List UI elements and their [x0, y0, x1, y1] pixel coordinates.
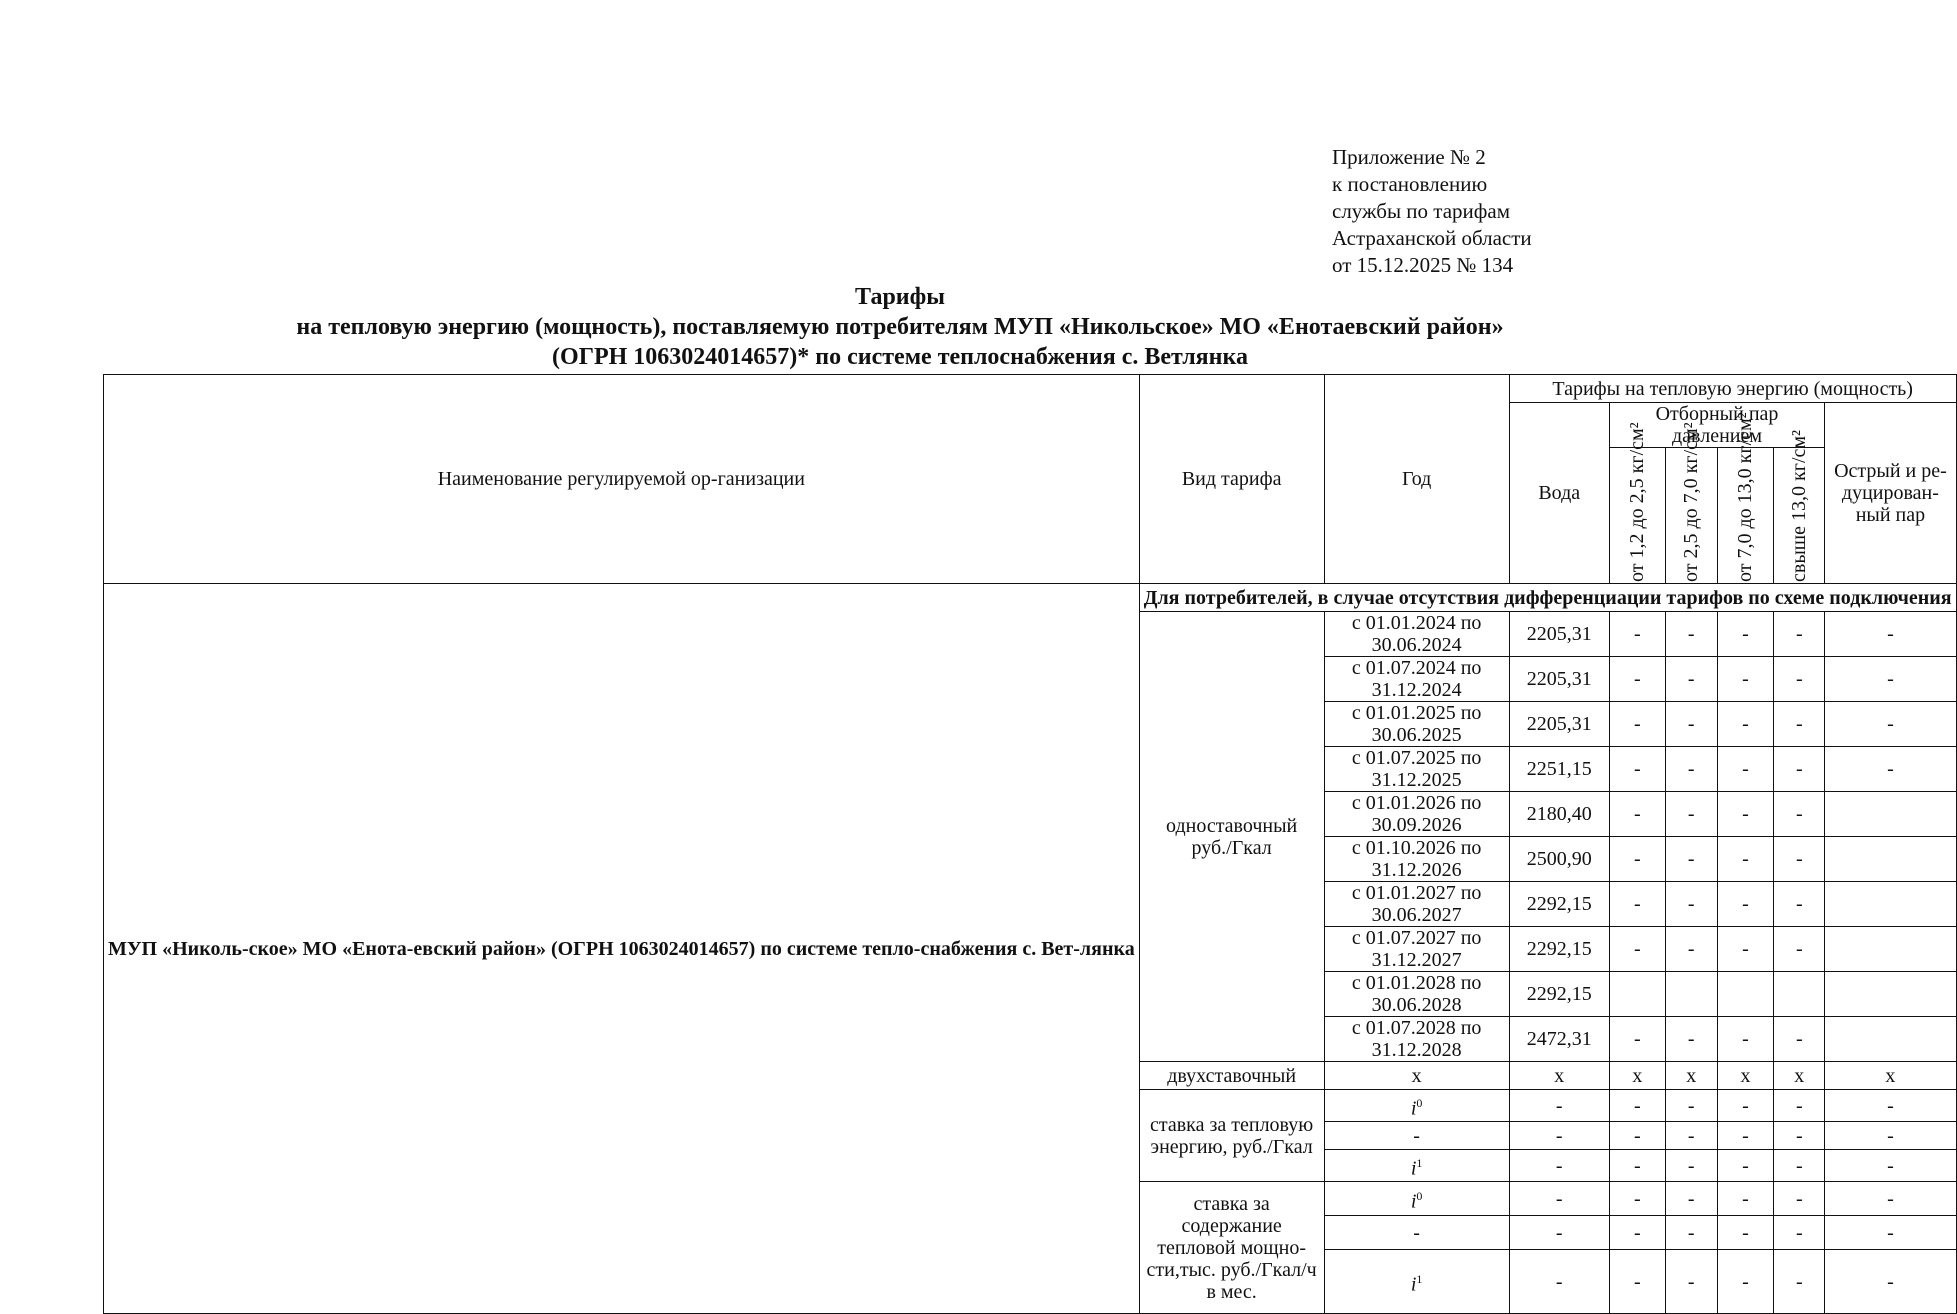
period-cell: с 01.07.2025 по 31.12.2025	[1324, 747, 1509, 792]
p2-value: -	[1665, 1090, 1717, 1122]
header-year: Год	[1324, 375, 1509, 584]
rate-index-cell: -	[1324, 1216, 1509, 1250]
two-rate-sharp: x	[1825, 1062, 1956, 1090]
water-value: -	[1509, 1216, 1609, 1250]
p1-value: -	[1609, 837, 1665, 882]
p3-value: -	[1717, 1090, 1774, 1122]
sharp-value	[1825, 972, 1956, 1017]
p3-value: -	[1717, 702, 1774, 747]
appendix-line: службы по тарифам	[1332, 199, 1510, 223]
p2-value: -	[1665, 837, 1717, 882]
p1-value: -	[1609, 747, 1665, 792]
sharp-value: -	[1825, 1090, 1956, 1122]
period-cell: с 01.07.2024 по 31.12.2024	[1324, 657, 1509, 702]
p4-value: -	[1774, 837, 1825, 882]
p2-value: -	[1665, 792, 1717, 837]
p2-value: -	[1665, 1182, 1717, 1216]
p4-value: -	[1774, 1150, 1825, 1182]
p1-value: -	[1609, 882, 1665, 927]
appendix-note	[1332, 144, 1532, 279]
header-pressure-4	[1774, 429, 1825, 584]
index-symbol: i	[1410, 1097, 1417, 1120]
period-cell: с 01.01.2025 по 30.06.2025	[1324, 702, 1509, 747]
p1-value: -	[1609, 1216, 1665, 1250]
p3-value: -	[1717, 1150, 1774, 1182]
sharp-value	[1825, 882, 1956, 927]
p1-value: -	[1609, 657, 1665, 702]
p4-value	[1774, 972, 1825, 1017]
p4-value: -	[1774, 747, 1825, 792]
header-pressure-1	[1609, 421, 1665, 584]
two-rate-label: двухставочный	[1139, 1062, 1324, 1090]
tariff-table	[103, 374, 1957, 1314]
p3-value: -	[1717, 657, 1774, 702]
p2-value: -	[1665, 1122, 1717, 1150]
p1-value: -	[1609, 1017, 1665, 1062]
p4-value: -	[1774, 792, 1825, 837]
period-cell: с 01.10.2026 по 31.12.2026	[1324, 837, 1509, 882]
water-value: -	[1509, 1150, 1609, 1182]
p1-value: -	[1609, 1090, 1665, 1122]
p4-value: -	[1774, 1122, 1825, 1150]
p1-value	[1609, 972, 1665, 1017]
water-value: 2500,90	[1509, 837, 1609, 882]
org-name: МУП «Николь-ское» МО «Енота-евский район» (ОГРН 1063024014657) по системе тепло-снабжения с. Вет-лянка	[104, 584, 1140, 1314]
two-rate-p1: x	[1609, 1062, 1665, 1090]
p4-value: -	[1774, 927, 1825, 972]
header-pressure-1-text: от 1,2 до 2,5 кг/см²	[1625, 421, 1648, 582]
p2-value: -	[1665, 1216, 1717, 1250]
p2-value: -	[1665, 927, 1717, 972]
p2-value	[1665, 972, 1717, 1017]
appendix-line: от 15.12.2025 № 134	[1332, 253, 1514, 277]
water-value: 2205,31	[1509, 612, 1609, 657]
water-value: -	[1509, 1250, 1609, 1314]
p3-value: -	[1717, 1122, 1774, 1150]
two-rate-p4: x	[1774, 1062, 1825, 1090]
p1-value: -	[1609, 1122, 1665, 1150]
section-heading: Для потребителей, в случае отсутствия дифференциации тарифов по схеме подключения	[1139, 584, 1956, 612]
capacity-rate-label: ставка за содержание тепловой мощно-сти,тыс. руб./Гкал/ч в мес.	[1139, 1182, 1324, 1314]
p3-value	[1717, 972, 1774, 1017]
rate-index-cell	[1324, 1182, 1509, 1216]
p1-value: -	[1609, 1250, 1665, 1314]
two-rate-water: x	[1509, 1062, 1609, 1090]
p2-value: -	[1665, 747, 1717, 792]
water-value: 2472,31	[1509, 1017, 1609, 1062]
sharp-value: -	[1825, 612, 1956, 657]
sharp-value: -	[1825, 1122, 1956, 1150]
p1-value: -	[1609, 612, 1665, 657]
water-value: 2205,31	[1509, 702, 1609, 747]
sharp-value	[1825, 1017, 1956, 1062]
rate-index-cell	[1324, 1150, 1509, 1182]
sharp-value: -	[1825, 747, 1956, 792]
p4-value: -	[1774, 1250, 1825, 1314]
header-pressure-2	[1665, 421, 1717, 584]
p1-value: -	[1609, 792, 1665, 837]
table-row	[104, 584, 1957, 612]
sharp-value: -	[1825, 657, 1956, 702]
p2-value: -	[1665, 1017, 1717, 1062]
index-symbol: i	[1410, 1273, 1417, 1296]
sharp-value	[1825, 837, 1956, 882]
p3-value: -	[1717, 1182, 1774, 1216]
p3-value: -	[1717, 1216, 1774, 1250]
p3-value: -	[1717, 792, 1774, 837]
index-symbol: i	[1410, 1190, 1417, 1213]
header-tariffs-group: Тарифы на тепловую энергию (мощность)	[1509, 375, 1956, 403]
water-value: -	[1509, 1182, 1609, 1216]
water-value: -	[1509, 1090, 1609, 1122]
index-symbol: i	[1410, 1157, 1417, 1180]
period-cell: с 01.07.2027 по 31.12.2027	[1324, 927, 1509, 972]
p1-value: -	[1609, 927, 1665, 972]
p1-value: -	[1609, 1182, 1665, 1216]
p4-value: -	[1774, 882, 1825, 927]
water-value: -	[1509, 1122, 1609, 1150]
index-superscript: 0	[1416, 1188, 1423, 1203]
water-value: 2180,40	[1509, 792, 1609, 837]
index-superscript: 0	[1416, 1095, 1423, 1110]
p4-value: -	[1774, 612, 1825, 657]
sharp-value	[1825, 927, 1956, 972]
energy-rate-label: ставка за тепловую энергию, руб./Гкал	[1139, 1090, 1324, 1182]
title-line-1: Тарифы	[855, 284, 945, 310]
p3-value: -	[1717, 612, 1774, 657]
sharp-value: -	[1825, 702, 1956, 747]
header-org: Наименование регулируемой ор-ганизации	[104, 375, 1140, 584]
water-value: 2292,15	[1509, 927, 1609, 972]
index-superscript: 1	[1416, 1155, 1423, 1170]
period-cell: с 01.01.2027 по 30.06.2027	[1324, 882, 1509, 927]
rate-index-cell	[1324, 1250, 1509, 1314]
p1-value: -	[1609, 1150, 1665, 1182]
header-pressure-3-text: от 7,0 до 13,0 кг/см²	[1733, 411, 1756, 582]
one-rate-label: одноставочный руб./Гкал	[1139, 612, 1324, 1062]
appendix-line: Астраханской области	[1332, 226, 1532, 250]
p3-value: -	[1717, 1250, 1774, 1314]
p3-value: -	[1717, 882, 1774, 927]
appendix-line: Приложение № 2	[1332, 145, 1486, 169]
sharp-value: -	[1825, 1250, 1956, 1314]
p4-value: -	[1774, 1216, 1825, 1250]
header-sharp-steam: Острый и ре-дуцирован-ный пар	[1825, 403, 1956, 584]
index-superscript: 1	[1416, 1271, 1423, 1286]
rate-index-cell	[1324, 1090, 1509, 1122]
p2-value: -	[1665, 657, 1717, 702]
p3-value: -	[1717, 927, 1774, 972]
sharp-value	[1825, 792, 1956, 837]
appendix-line: к постановлению	[1332, 172, 1488, 196]
period-cell: с 01.01.2024 по 30.06.2024	[1324, 612, 1509, 657]
water-value: 2292,15	[1509, 972, 1609, 1017]
p3-value: -	[1717, 747, 1774, 792]
p2-value: -	[1665, 1150, 1717, 1182]
p4-value: -	[1774, 1090, 1825, 1122]
header-pressure-3	[1717, 411, 1774, 584]
sharp-value: -	[1825, 1150, 1956, 1182]
rate-index-cell: -	[1324, 1122, 1509, 1150]
period-cell: с 01.01.2026 по 30.09.2026	[1324, 792, 1509, 837]
period-cell: с 01.07.2028 по 31.12.2028	[1324, 1017, 1509, 1062]
water-value: 2205,31	[1509, 657, 1609, 702]
header-steam-group: Отборный пар давлением	[1609, 403, 1824, 448]
title-line-2: на тепловую энергию (мощность), поставляемую потребителям МУП «Никольское» МО «Енотаевский район»	[296, 314, 1504, 340]
sharp-value: -	[1825, 1216, 1956, 1250]
p4-value: -	[1774, 702, 1825, 747]
period-cell: с 01.01.2028 по 30.06.2028	[1324, 972, 1509, 1017]
p3-value: -	[1717, 1017, 1774, 1062]
p2-value: -	[1665, 612, 1717, 657]
header-water: Вода	[1509, 403, 1609, 584]
header-tariff-type: Вид тарифа	[1139, 375, 1324, 584]
p2-value: -	[1665, 882, 1717, 927]
p1-value: -	[1609, 702, 1665, 747]
header-pressure-4-text: свыше 13,0 кг/см²	[1787, 429, 1810, 582]
two-rate-year: x	[1324, 1062, 1509, 1090]
title-line-3: (ОГРН 1063024014657)* по системе теплоснабжения с. Ветлянка	[552, 344, 1248, 370]
p2-value: -	[1665, 1250, 1717, 1314]
p4-value: -	[1774, 1017, 1825, 1062]
water-value: 2251,15	[1509, 747, 1609, 792]
two-rate-p3: x	[1717, 1062, 1774, 1090]
document-title	[100, 282, 1700, 372]
p3-value: -	[1717, 837, 1774, 882]
p4-value: -	[1774, 1182, 1825, 1216]
p4-value: -	[1774, 657, 1825, 702]
p2-value: -	[1665, 702, 1717, 747]
two-rate-p2: x	[1665, 1062, 1717, 1090]
sharp-value: -	[1825, 1182, 1956, 1216]
header-pressure-2-text: от 2,5 до 7,0 кг/см²	[1679, 421, 1702, 582]
water-value: 2292,15	[1509, 882, 1609, 927]
